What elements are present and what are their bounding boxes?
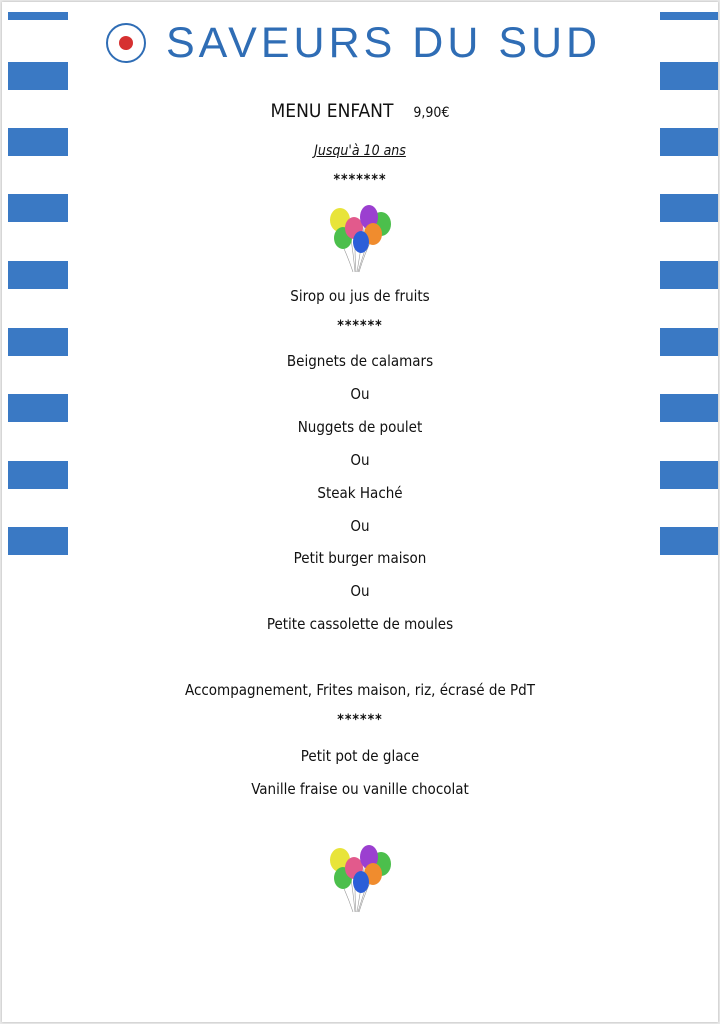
logo-dot <box>119 36 133 50</box>
or-label: Ou <box>350 517 370 535</box>
menu-price: 9,90€ <box>413 105 450 121</box>
dessert-item: Petit pot de glace <box>300 747 420 765</box>
balloons-icon <box>325 842 395 914</box>
main-item: Petite cassolette de moules <box>266 615 454 633</box>
main-item: Beignets de calamars <box>286 352 434 370</box>
right-stripe <box>660 261 718 289</box>
left-stripe <box>8 12 68 20</box>
right-stripe <box>660 194 718 222</box>
left-stripe <box>8 62 68 90</box>
main-item: Petit burger maison <box>293 549 427 567</box>
left-stripe <box>8 194 68 222</box>
separator: ****** <box>337 318 383 334</box>
menu-title: MENU ENFANT <box>270 100 394 122</box>
main-item: Nuggets de poulet <box>297 418 423 436</box>
menu-page <box>2 2 718 1022</box>
menu-title-row <box>2 100 718 122</box>
drink-item: Sirop ou jus de fruits <box>290 287 430 305</box>
right-stripe <box>660 12 718 20</box>
target-dot-logo-icon <box>106 23 146 63</box>
separator: ******* <box>333 172 387 188</box>
brand-name: SAVEURS DU SUD <box>166 19 602 67</box>
age-note: Jusqu'à 10 ans <box>314 143 406 159</box>
or-label: Ou <box>350 451 370 469</box>
balloons-icon <box>325 202 395 274</box>
side-item: Accompagnement, Frites maison, riz, écrasé de PdT <box>184 681 535 699</box>
right-stripe <box>660 62 718 90</box>
brand-header <box>106 18 601 68</box>
left-stripe <box>8 261 68 289</box>
or-label: Ou <box>350 582 370 600</box>
dessert-flavors: Vanille fraise ou vanille chocolat <box>251 780 469 798</box>
or-label: Ou <box>350 385 370 403</box>
main-item: Steak Haché <box>317 484 403 502</box>
separator: ****** <box>337 712 383 728</box>
